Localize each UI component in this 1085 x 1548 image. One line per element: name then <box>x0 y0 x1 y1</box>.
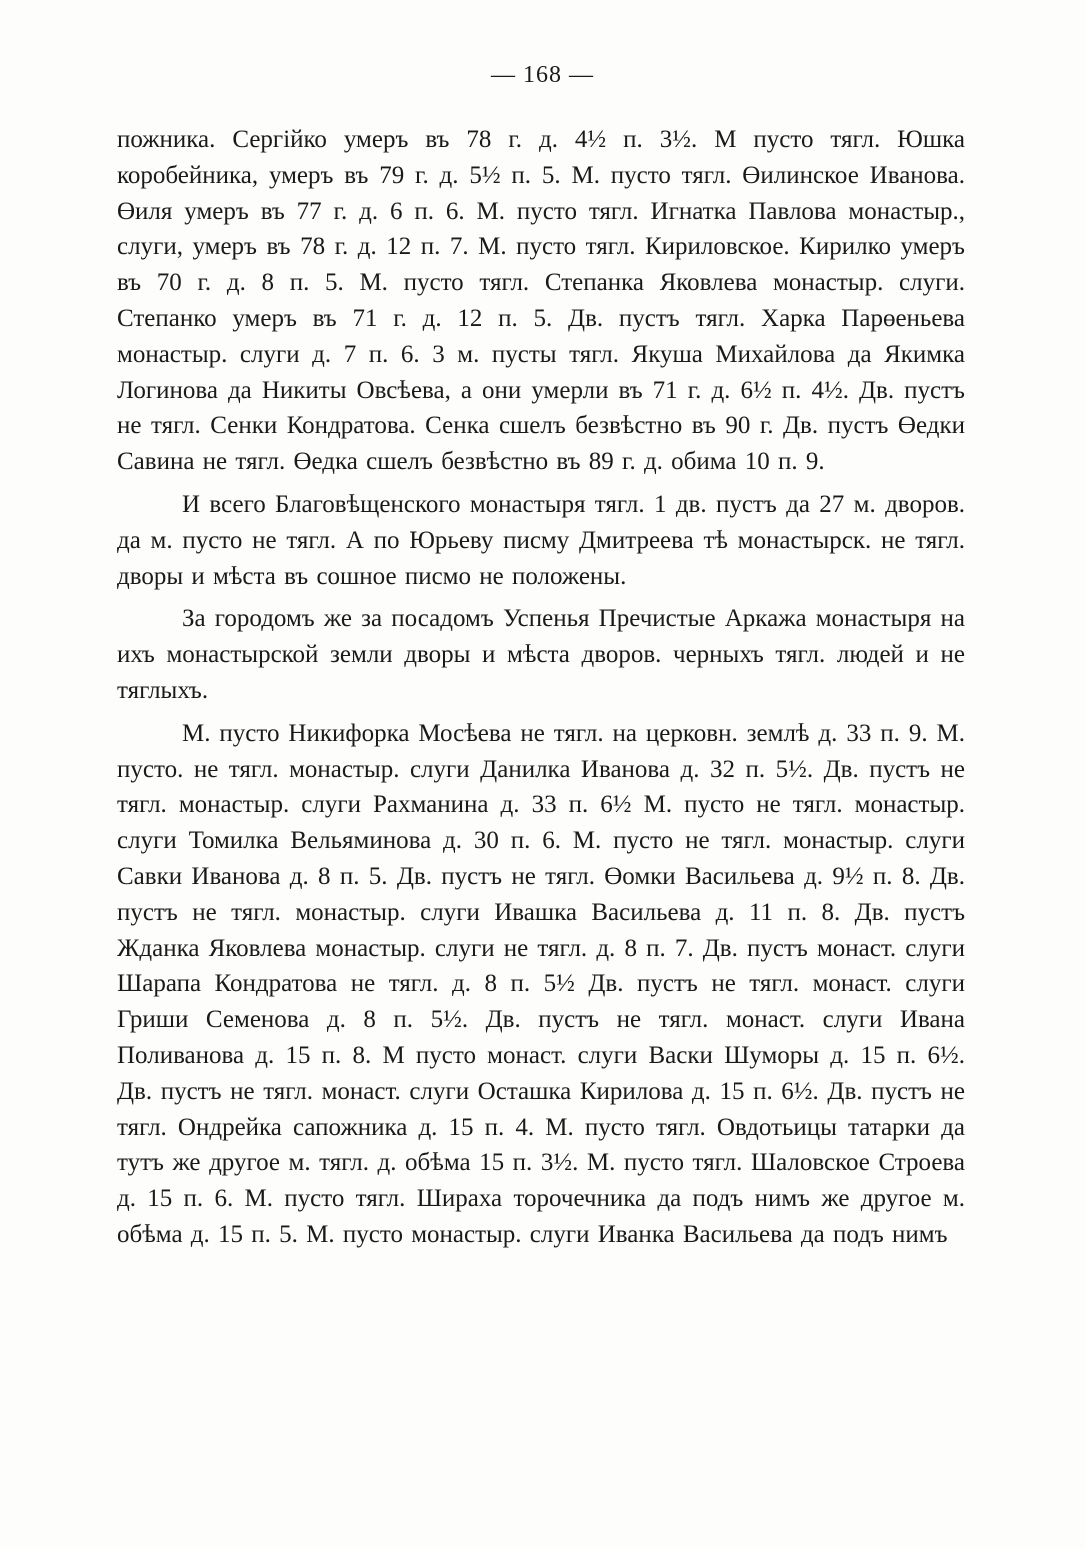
paragraph-4: М. пусто Никифорка Мосѣева не тягл. на церковн. землѣ д. 33 п. 9. М. пусто. не тягл. монастыр. слуги Данилка Иванова д. 32 п. 5½. Дв. пустъ не тягл. монастыр. слуги Рахманина д. 33 п. 6½ М. пусто не тягл. монастыр. слуги Томилка Вельяминова д. 30 п. 6. М. пусто не тягл. монастыр. слуги Савки Иванова д. 8 п. 5. Дв. пустъ не тягл. Өомки Васильева д. 9½ п. 8. Дв. пустъ не тягл. монастыр. слуги Ивашка Васильева д. 11 п. 8. Дв. пустъ Жданка Яковлева монастыр. слуги не тягл. д. 8 п. 7. Дв. пустъ монаст. слуги Шарапа Кондратова не тягл. д. 8 п. 5½ Дв. пустъ не тягл. монаст. слуги Гриши Семенова д. 8 п. 5½. Дв. пустъ не тягл. монаст. слуги Ивана Поливанова д. 15 п. 8. М пусто монаст. слуги Васки Шуморы д. 15 п. 6½. Дв. пустъ не тягл. монаст. слуги Осташка Кирилова д. 15 п. 6½. Дв. пустъ не тягл. Ондрейка сапожника д. 15 п. 4. М. пусто тягл. Овдотьицы татарки да тутъ же другое м. тягл. д. обѣма 15 п. 3½. М. пусто тягл. Шаловское Строева д. 15 п. 6. М. пусто тягл. Шираха торочечника да подъ нимъ же другое м. обѣма д. 15 п. 5. М. пусто монастыр. слуги Иванка Васильева да подъ нимъ <box>117 719 965 1248</box>
paragraph-3: За городомъ же за посадомъ Успенья Пречистые Аркажа монастыря на ихъ монастырской земли дворы и мѣста дворов. черныхъ тягл. людей и не тяглыхъ. <box>117 605 965 704</box>
paragraph-1: пожника. Сергійко умеръ въ 78 г. д. 4½ п. 3½. М пусто тягл. Юшка коробейника, умеръ въ 79 г. д. 5½ п. 5. М. пусто тягл. Өилинское Иванова. Өиля умеръ въ 77 г. д. 6 п. 6. М. пусто тягл. Игнатка Павлова монастыр., слуги, умеръ въ 78 г. д. 12 п. 7. М. пусто тягл. Кириловское. Кирилко умеръ въ 70 г. д. 8 п. 5. М. пусто тягл. Степанка Яковлева монастыр. слуги. Степанко умеръ въ 71 г. д. 12 п. 5. Дв. пустъ тягл. Харка Парөеньева монастыр. слуги д. 7 п. 6. 3 м. пусты тягл. Якуша Михайлова да Якимка Логинова да Никиты Овсѣева, а они умерли въ 71 г. д. 6½ п. 4½. Дв. пустъ не тягл. Сенки Кондратова. Сенка сшелъ безвѣстно въ 90 г. Дв. пустъ Өедки Савина не тягл. Өедка сшелъ безвѣстно въ 89 г. д. обима 10 п. 9. <box>117 126 965 476</box>
page-number: — 168 — <box>491 62 594 88</box>
paragraph-2: И всего Благовѣщенского монастыря тягл. 1 дв. пустъ да 27 м. дворов. да м. пусто не тягл. А по Юрьеву писму Дмитреева тѣ монастырск. не тягл. дворы и мѣста въ сошное писмо не положены. <box>117 490 965 590</box>
page-body <box>117 122 965 1253</box>
